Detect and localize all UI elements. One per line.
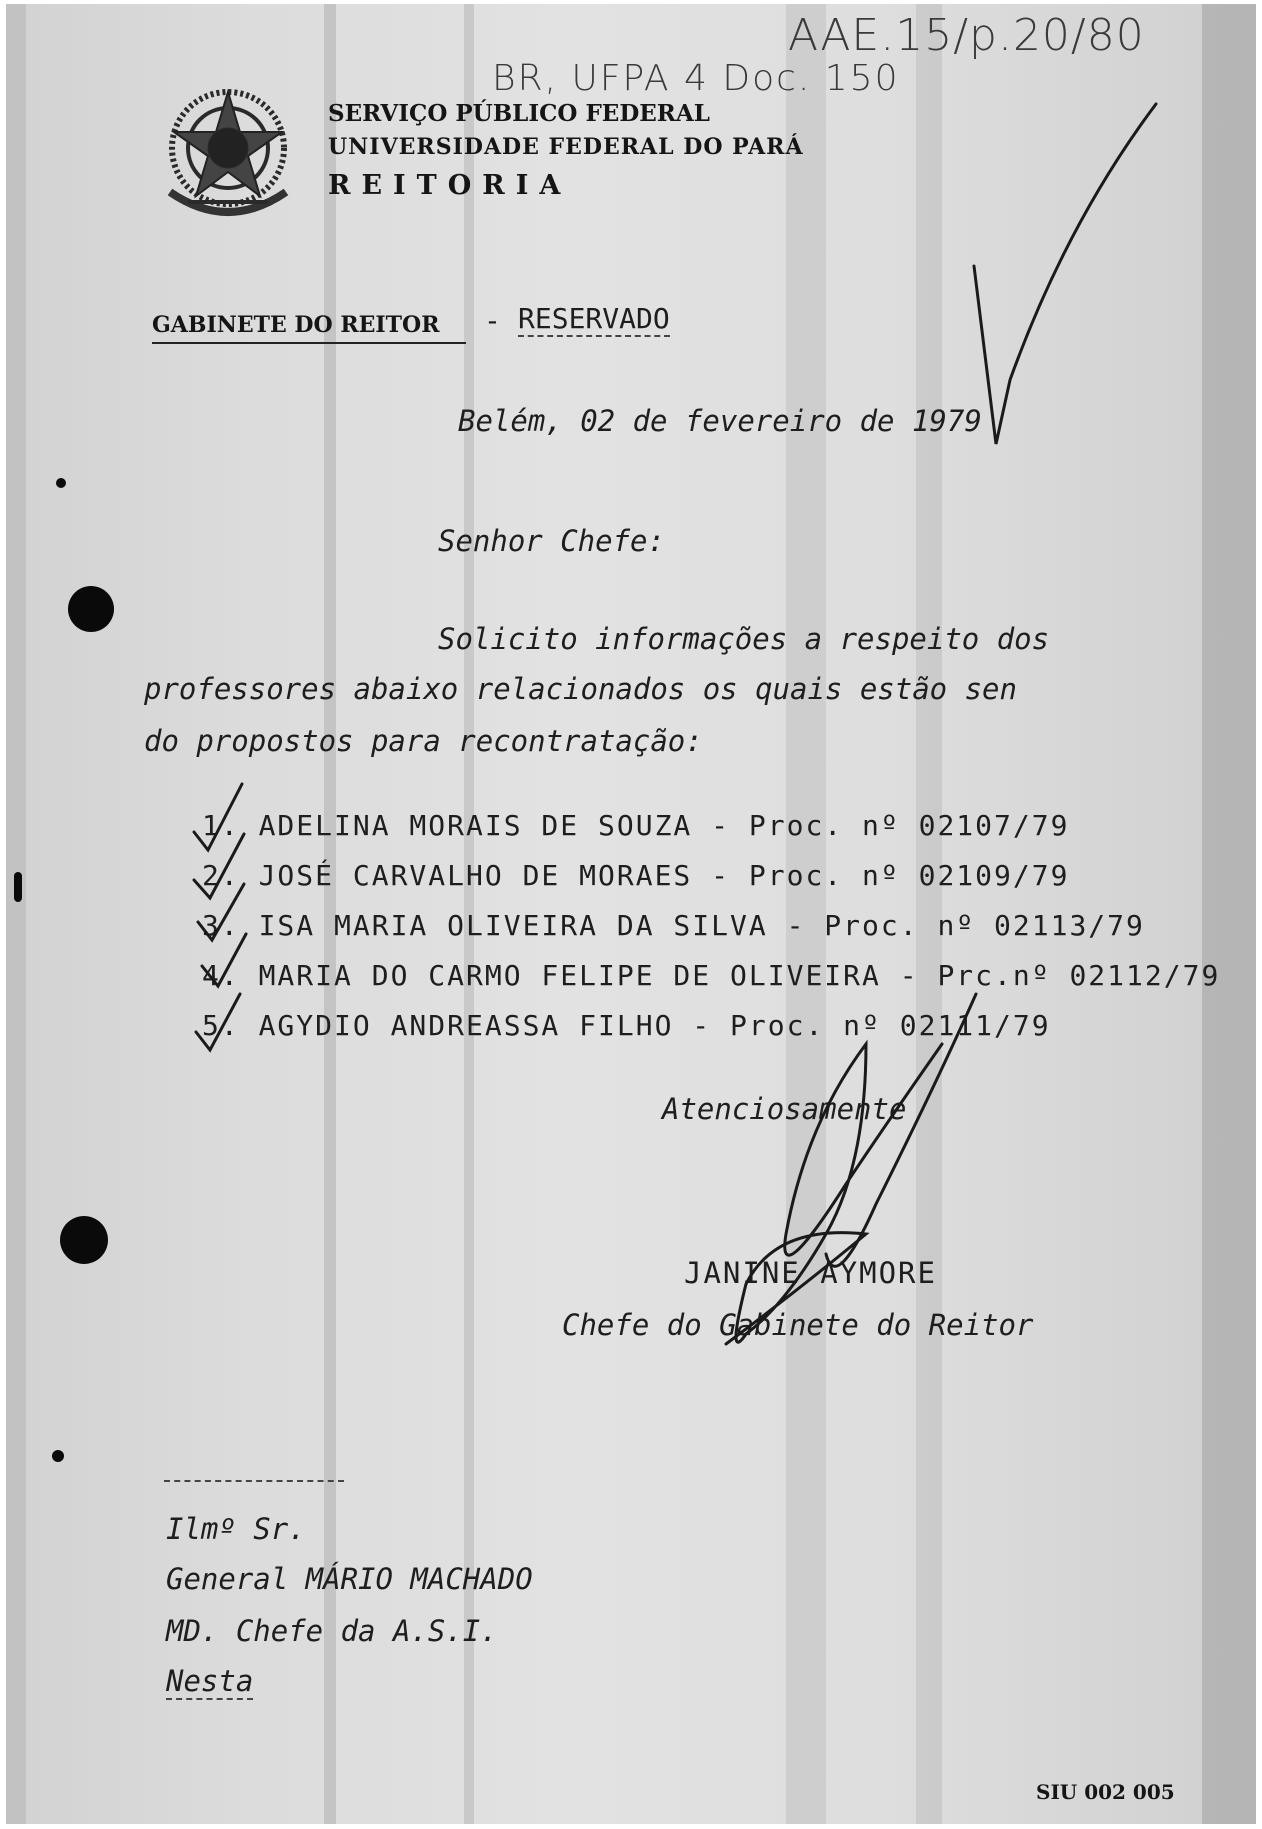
signer-name: JANINE AYMORE xyxy=(684,1256,937,1290)
recipient-line: Ilmº Sr. xyxy=(166,1512,306,1546)
header-line-rectory: REITORIA xyxy=(328,170,572,201)
letter-closing: Atenciosamente xyxy=(662,1092,907,1126)
letter-salutation: Senhor Chefe: xyxy=(438,524,665,558)
document-code: SIU 002 005 xyxy=(1036,1780,1175,1804)
body-line: do propostos para recontratação: xyxy=(144,724,703,758)
handwritten-marks xyxy=(6,4,1256,1824)
recipient-line: MD. Chefe da A.S.I. xyxy=(166,1614,498,1648)
office-separator: - xyxy=(484,304,501,337)
checkmark-item-icon xyxy=(194,784,242,850)
letter-date: Belém, 02 de fevereiro de 1979 xyxy=(458,404,982,438)
header-line-university: UNIVERSIDADE FEDERAL DO PARÁ xyxy=(328,134,804,160)
header-line-service: SERVIÇO PÚBLICO FEDERAL xyxy=(328,100,710,127)
professor-list-item: 4. MARIA DO CARMO FELIPE DE OLIVEIRA - Prc.nº 02112/79 xyxy=(202,959,1221,992)
document-page xyxy=(6,4,1256,1824)
archive-ref-doc: BR, UFPA 4 Doc. 150 xyxy=(492,58,900,99)
checkmark-large-icon xyxy=(974,104,1156,444)
classification-stamp: RESERVADO xyxy=(518,302,670,335)
checkmark-item-icon xyxy=(196,994,240,1050)
punch-hole xyxy=(68,586,114,632)
checkmark-item-icon xyxy=(202,934,246,986)
recipient-line: General MÁRIO MACHADO xyxy=(166,1562,533,1596)
edge-mark xyxy=(14,872,22,902)
body-line: professores abaixo relacionados os quais estão sen xyxy=(144,672,1017,706)
signature-stroke-icon xyxy=(826,994,976,1266)
professor-list-item: 3. ISA MARIA OLIVEIRA DA SILVA - Proc. nº 02113/79 xyxy=(202,909,1145,942)
punch-hole xyxy=(60,1216,108,1264)
punch-dot xyxy=(56,478,66,488)
professor-list-item: 1. ADELINA MORAIS DE SOUZA - Proc. nº 02107/79 xyxy=(202,809,1070,842)
punch-dot xyxy=(52,1450,64,1462)
professor-list-item: 5. AGYDIO ANDREASSA FILHO - Proc. nº 02111/79 xyxy=(202,1009,1051,1042)
recipient-line: Nesta xyxy=(166,1664,254,1698)
professor-list-item: 2. JOSÉ CARVALHO DE MORAES - Proc. nº 02109/79 xyxy=(202,859,1070,892)
body-line: Solicito informações a respeito dos xyxy=(438,622,1050,656)
signer-title: Chefe do Gabinete do Reitor xyxy=(562,1308,1034,1342)
archive-ref-top: AAE.15/p.20/80 xyxy=(788,10,1145,61)
signature-stroke-icon xyxy=(726,1044,942,1344)
office-label: GABINETE DO REITOR xyxy=(152,312,466,344)
